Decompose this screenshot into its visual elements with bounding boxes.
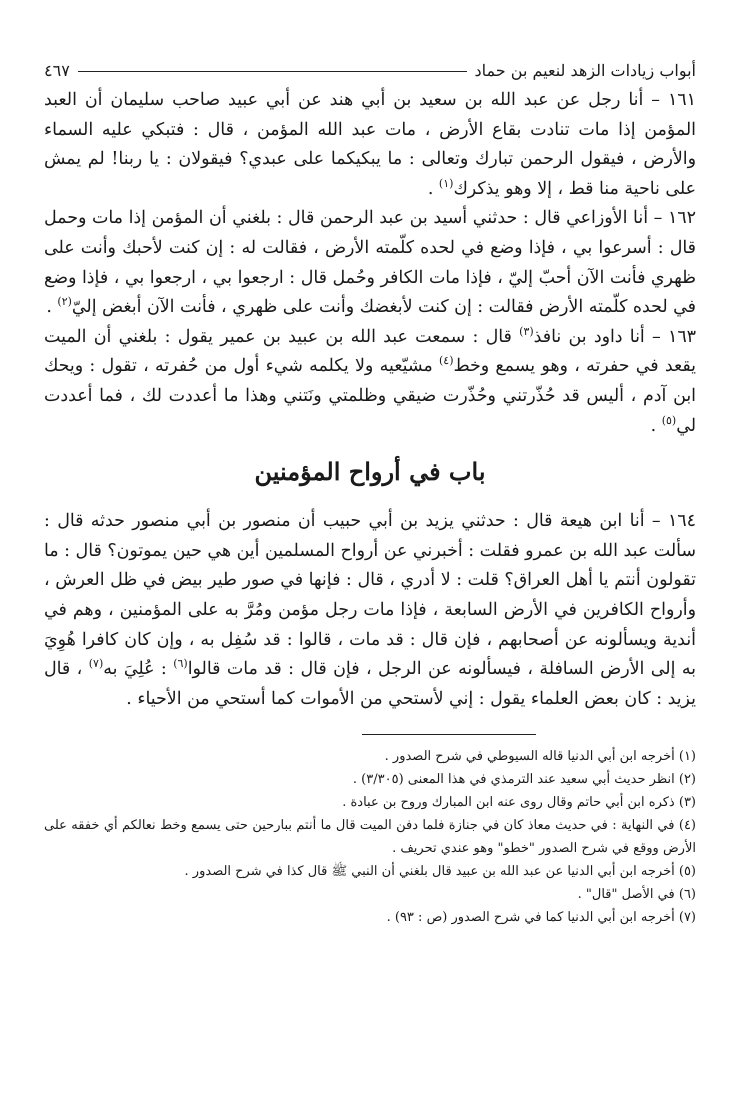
footnote-divider (362, 734, 536, 735)
hadith-163: ١٦٣ – أنا داود بن نافذ$^{(٣)}$ قال : سمعت عبد الله بن عبيد بن عمير يقول : بلغني أن الميت يقعد في حفرته ، وهو يسمع وخط$^{(٤)}$ مشيّعيه ولا يكلمه شيء أول من حُفرته ، تقول : ويحك ابن آدم ، أليس قد حُذّرتني وحُذّرت ضيقي وظلمتي ونَتني وهذا ما أعددت لك ، فما أعددت لي$^{(٥)}$ . (44, 324, 697, 436)
footnote-ref-1: (١) (438, 176, 454, 190)
footnote-7: (٧) أخرجه ابن أبي الدنيا كما في شرح الصدور (ص : ٩٣) . (386, 910, 696, 926)
page-number: ٤٦٧ (44, 60, 70, 80)
footnote-6: (٦) في الأصل "قال" . (577, 887, 696, 903)
chapter-title: باب في أرواح المؤمنين (254, 457, 486, 487)
hadith-162: ١٦٢ – أنا الأوزاعي قال : حدثني أسيد بن عبد الرحمن قال : بلغني أن المؤمن إذا مات وحمل قال : أسرعوا بي ، فإذا وضع في لحده كلّمته الأرض ، فقالت له : إن كنت لأحبك وأنت على ظهري فأنت الآن أحبّ إليّ ، فإذا مات الكافر وحُمل قال : ارجعوا بي ، ارجعوا بي ، فإذا وضع في لحده كلّمته الأرض فقالت : إن كنت لأبغضك وأنت على ظهري ، فأنت الآن أبغض إليّ$^{(٢)}$ . (44, 208, 696, 318)
footnote-ref-6: (٦) (173, 657, 188, 671)
footnote-ref-4: (٤) (438, 354, 454, 368)
footnote-3: (٣) ذكره ابن أبي حاتم وقال روى عنه ابن المبارك وروح بن عبادة . (342, 795, 696, 811)
main-text (44, 86, 696, 714)
footnote-5: (٥) أخرجه ابن أبي الدنيا عن عبد الله بن عبيد قال بلغني أن النبي ﷺ قال كذا في شرح الصدور . (184, 864, 696, 880)
footnote-ref-7: (٧) (88, 657, 104, 671)
header-rule (78, 71, 467, 72)
footnote-ref-2: (٢) (57, 295, 72, 309)
footnote-4: (٤) في النهاية : في حديث معاذ كان في جنازة فلما دفن الميت قال ما أنتم ببارحين حتى يسمع وخط نعالكم أي خفقه على الأرض ووقع في شرح الصدور "خطو" وهو عندي تحريف . (44, 818, 696, 857)
footnote-2: (٢) انظر حديث أبي سعيد عند الترمذي في هذا المعنى (٣/٣٠٥) . (352, 772, 696, 788)
running-header (44, 58, 696, 82)
hadith-164: ١٦٤ – أنا ابن هيعة قال : حدثني يزيد بن أبي حبيب أن منصور بن أبي منصور حدثه قال : سألت عبد الله بن عمرو فقلت : أخبرني عن أرواح المسلمين أين هي حين يموتون؟ قال : ما تقولون أنتم يا أهل العراق؟ قلت : لا أدري ، قال : فإنها في صور طير بيض في ظل العرش ، وأرواح الكافرين في الأرض السابعة ، فإذا مات رجل مؤمن ومُرَّ به على المؤمنين ، وهم في أندية ويسألونه عن أصحابهم ، فإن قال : قد مات ، قالوا : قد سُفِل به ، وإن كان كافرا هُوِيَ به إلى الأرض السافلة ، فيسألونه عن الرجل ، فإن قال : قد مات قالوا$^{(٦)}$ : عُلِيَ به$^{(٧)}$ ، قال يزيد : كان بعض العلماء يقول : إني لأستحي من الأموات كما أستحي من الأحياء . (44, 511, 696, 709)
hadith-161: ١٦١ – أنا رجل عن عبد الله بن سعيد بن أبي هند عن أبي عبيد صاحب سليمان أن العبد المؤمن إذا مات تنادت بقاع الأرض ، مات عبد الله المؤمن ، قال : فتبكي عليه السماء والأرض ، فيقول الرحمن تبارك وتعالى : ما يبكيكما على عبدي؟ فيقولان : يا ربنا! لم يمش على ناحية منا قط ، إلا وهو يذكرك$^{(١)}$ . (44, 90, 696, 199)
footnote-1: (١) أخرجه ابن أبي الدنيا قاله السيوطي في شرح الصدور . (384, 749, 696, 765)
footnote-ref-5: (٥) (661, 413, 677, 427)
running-title: أبواب زيادات الزهد لنعيم بن حماد (474, 60, 696, 80)
book-page (44, 58, 696, 929)
footnote-ref-3: (٣) (519, 324, 534, 338)
footnotes (44, 745, 696, 929)
